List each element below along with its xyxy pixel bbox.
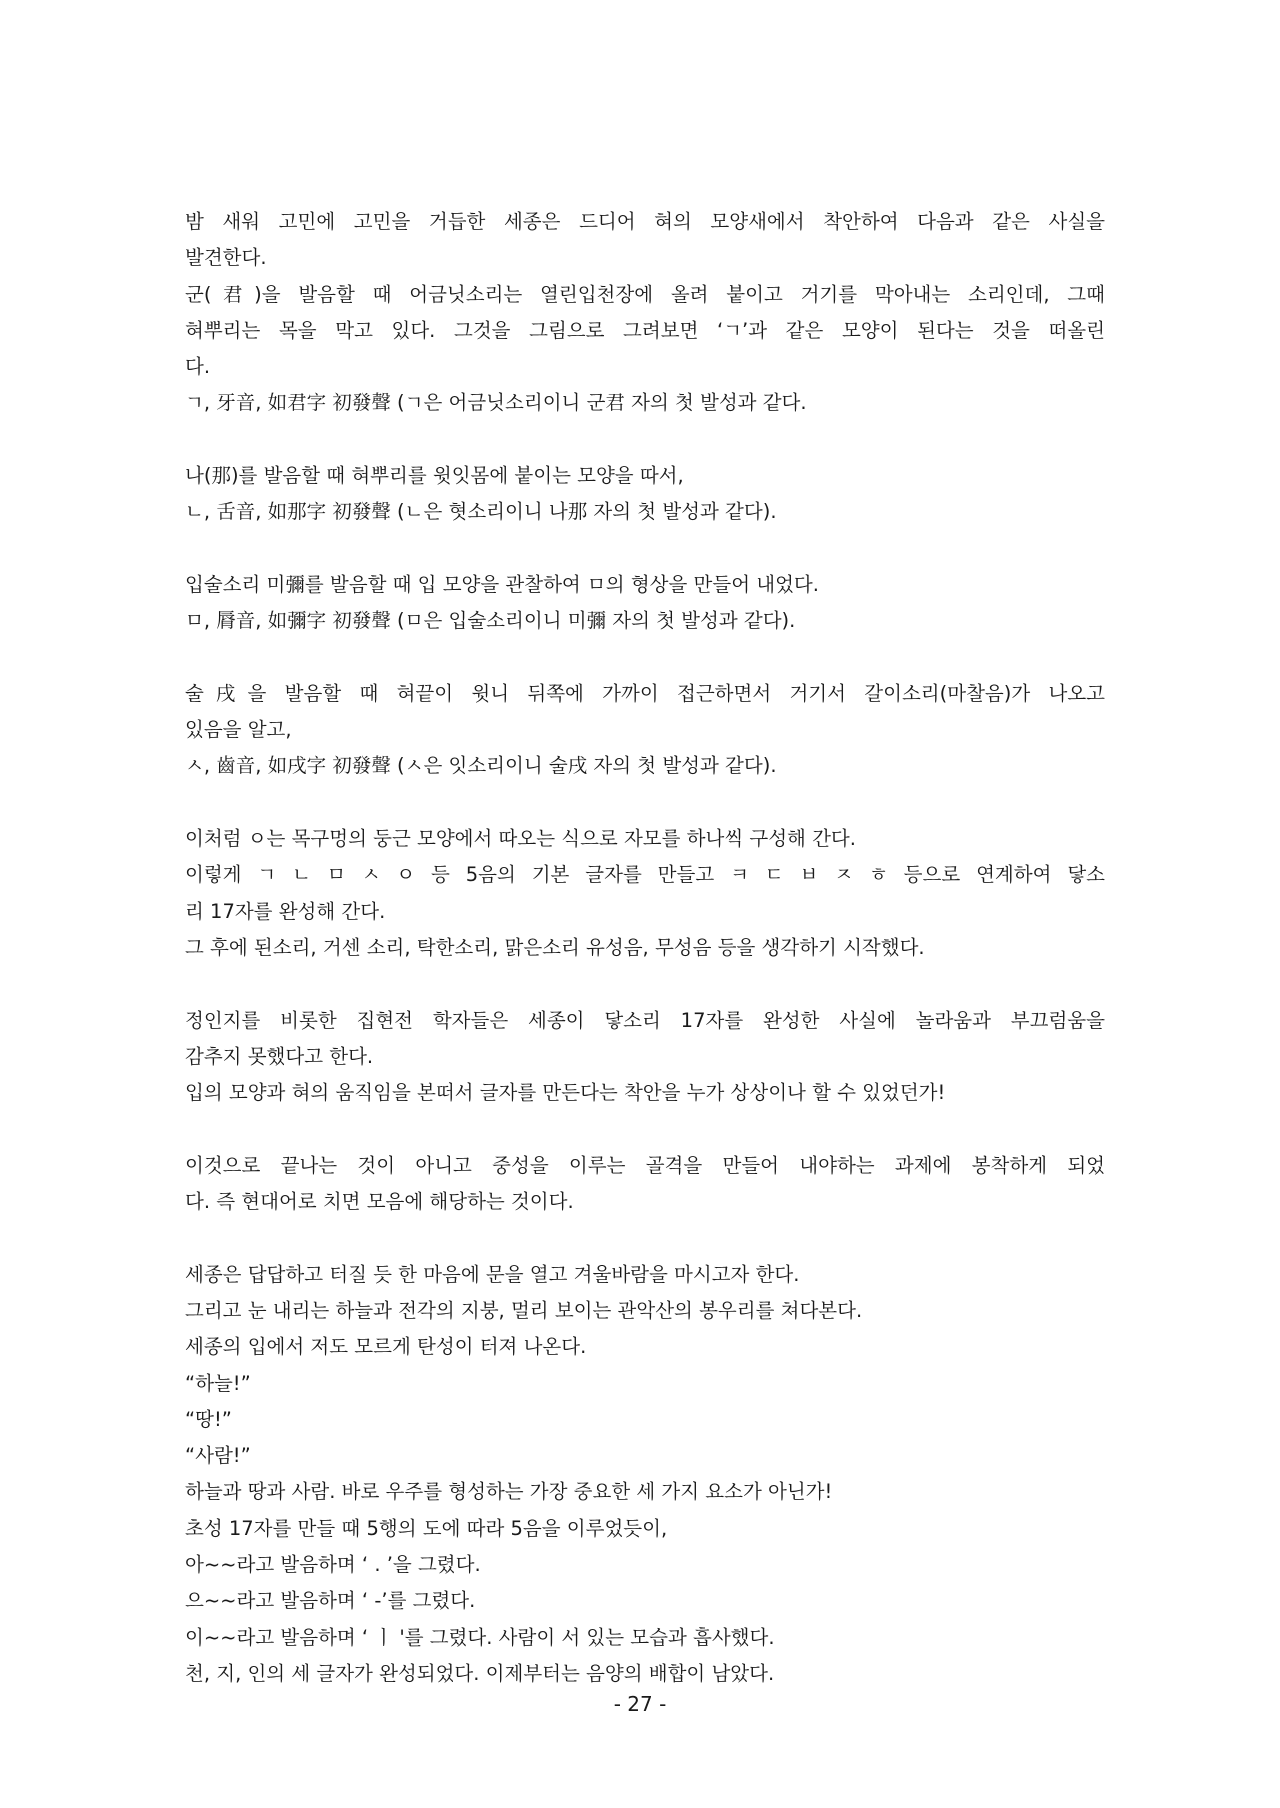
blank-line — [185, 531, 1105, 567]
text-line: 천, 지, 인의 세 글자가 완성되었다. 이제부터는 음양의 배합이 남았다. — [185, 1661, 775, 1685]
page-number: - 27 - — [613, 1692, 667, 1716]
text-line: 입의 모양과 혀의 움직임을 본떠서 글자를 만든다는 착안을 누가 상상이나 할 수 있었던가! — [185, 1081, 946, 1105]
text-line: 그리고 눈 내리는 하늘과 전각의 지붕, 멀리 보이는 관악산의 봉우리를 쳐다본다. — [185, 1298, 863, 1322]
blank-line — [185, 640, 1105, 676]
text-line: 다. 즉 현대어로 치면 모음에 해당하는 것이다. — [185, 1190, 574, 1214]
text-line: ㄴ, 舌音, 如那字 初發聲 (ㄴ은 혓소리이니 나那 자의 첫 발성과 같다). — [185, 500, 777, 524]
text-line: 으~~라고 발음하며 ‘ -’를 그렸다. — [185, 1589, 476, 1613]
text-line: 그 후에 된소리, 거센 소리, 탁한소리, 맑은소리 유성음, 무성음 등을 생각하기 시작했다. — [185, 935, 925, 959]
text-line: 세종의 입에서 저도 모르게 탄성이 터져 나온다. — [185, 1335, 587, 1359]
blank-line — [185, 422, 1105, 458]
text-line: ㅅ, 齒音, 如戌字 初發聲 (ㅅ은 잇소리이니 술戌 자의 첫 발성과 같다). — [185, 754, 777, 778]
text-line: ㅁ, 脣音, 如彌字 初發聲 (ㅁ은 입술소리이니 미彌 자의 첫 발성과 같다). — [185, 609, 796, 633]
blank-line — [185, 966, 1105, 1002]
text-line: ㄱ, 牙音, 如君字 初發聲 (ㄱ은 어금닛소리이니 군君 자의 첫 발성과 같다. — [185, 391, 807, 415]
text-line: “땅!” — [185, 1407, 232, 1431]
text-line: 하늘과 땅과 사람. 바로 우주를 형성하는 가장 중요한 세 가지 요소가 아닌가! — [185, 1480, 833, 1504]
text-line: 밤 새워 고민에 고민을 거듭한 세종은 드디어 혀의 모양새에서 착안하여 다음과 같은 사실을 — [185, 210, 1105, 233]
text-line: 정인지를 비롯한 집현전 학자들은 세종이 닿소리 17자를 완성한 사실에 놀라움과 부끄럼움을 — [185, 1008, 1105, 1032]
text-line: 이처럼 ㅇ는 목구멍의 둥근 모양에서 따오는 식으로 자모를 하나씩 구성해 간다. — [185, 827, 856, 851]
text-line: 초성 17자를 만들 때 5행의 도에 따라 5음을 이루었듯이, — [185, 1516, 668, 1540]
text-line: 리 17자를 완성해 간다. — [185, 899, 386, 923]
text-line: 아~~라고 발음하며 ‘ . ’을 그렸다. — [185, 1552, 481, 1576]
text-line: 이렇게 ㄱ ㄴ ㅁ ㅅ ㅇ 등 5음의 기본 글자를 만들고 ㅋ ㄷ ㅂ ㅈ ㅎ 등으로 연계하여 닿소 — [185, 863, 1105, 887]
text-line: 있음을 알고, — [185, 718, 292, 742]
text-line: 다. — [185, 355, 211, 379]
text-line: 발견한다. — [185, 246, 267, 270]
blank-line — [185, 785, 1105, 821]
text-line: 이것으로 끝나는 것이 아니고 중성을 이루는 골격을 만들어 내야하는 과제에 봉착하게 되었 — [185, 1153, 1105, 1177]
text-line: 세종은 답답하고 터질 듯 한 마음에 문을 열고 겨울바람을 마시고자 한다. — [185, 1262, 800, 1286]
text-line: 군(君)을 발음할 때 어금닛소리는 열린입천장에 올려 붙이고 거기를 막아내는 소리인데, 그때 — [185, 282, 1105, 306]
blank-line — [185, 1220, 1105, 1256]
blank-line — [185, 1111, 1105, 1147]
text-line: 감추지 못했다고 한다. — [185, 1044, 374, 1068]
text-line: “사람!” — [185, 1444, 251, 1468]
text-line: 혀뿌리는 목을 막고 있다. 그것을 그림으로 그려보면 ‘ㄱ’과 같은 모양이 된다는 것을 떠올린 — [185, 318, 1105, 342]
text-line: 이~~라고 발음하며 ‘ ㅣ '를 그렸다. 사람이 서 있는 모습과 흡사했다. — [185, 1625, 775, 1649]
text-line: 입술소리 미彌를 발음할 때 입 모양을 관찰하여 ㅁ의 형상을 만들어 내었다. — [185, 572, 819, 596]
text-line: 나(那)를 발음할 때 혀뿌리를 윗잇몸에 붙이는 모양을 따서, — [185, 464, 684, 488]
text-line: “하늘!” — [185, 1371, 251, 1395]
page-body — [185, 204, 1105, 1692]
text-line: 술戌을 발음할 때 혀끝이 윗니 뒤쪽에 가까이 접근하면서 거기서 갈이소리(마찰음)가 나오고 — [185, 681, 1105, 705]
